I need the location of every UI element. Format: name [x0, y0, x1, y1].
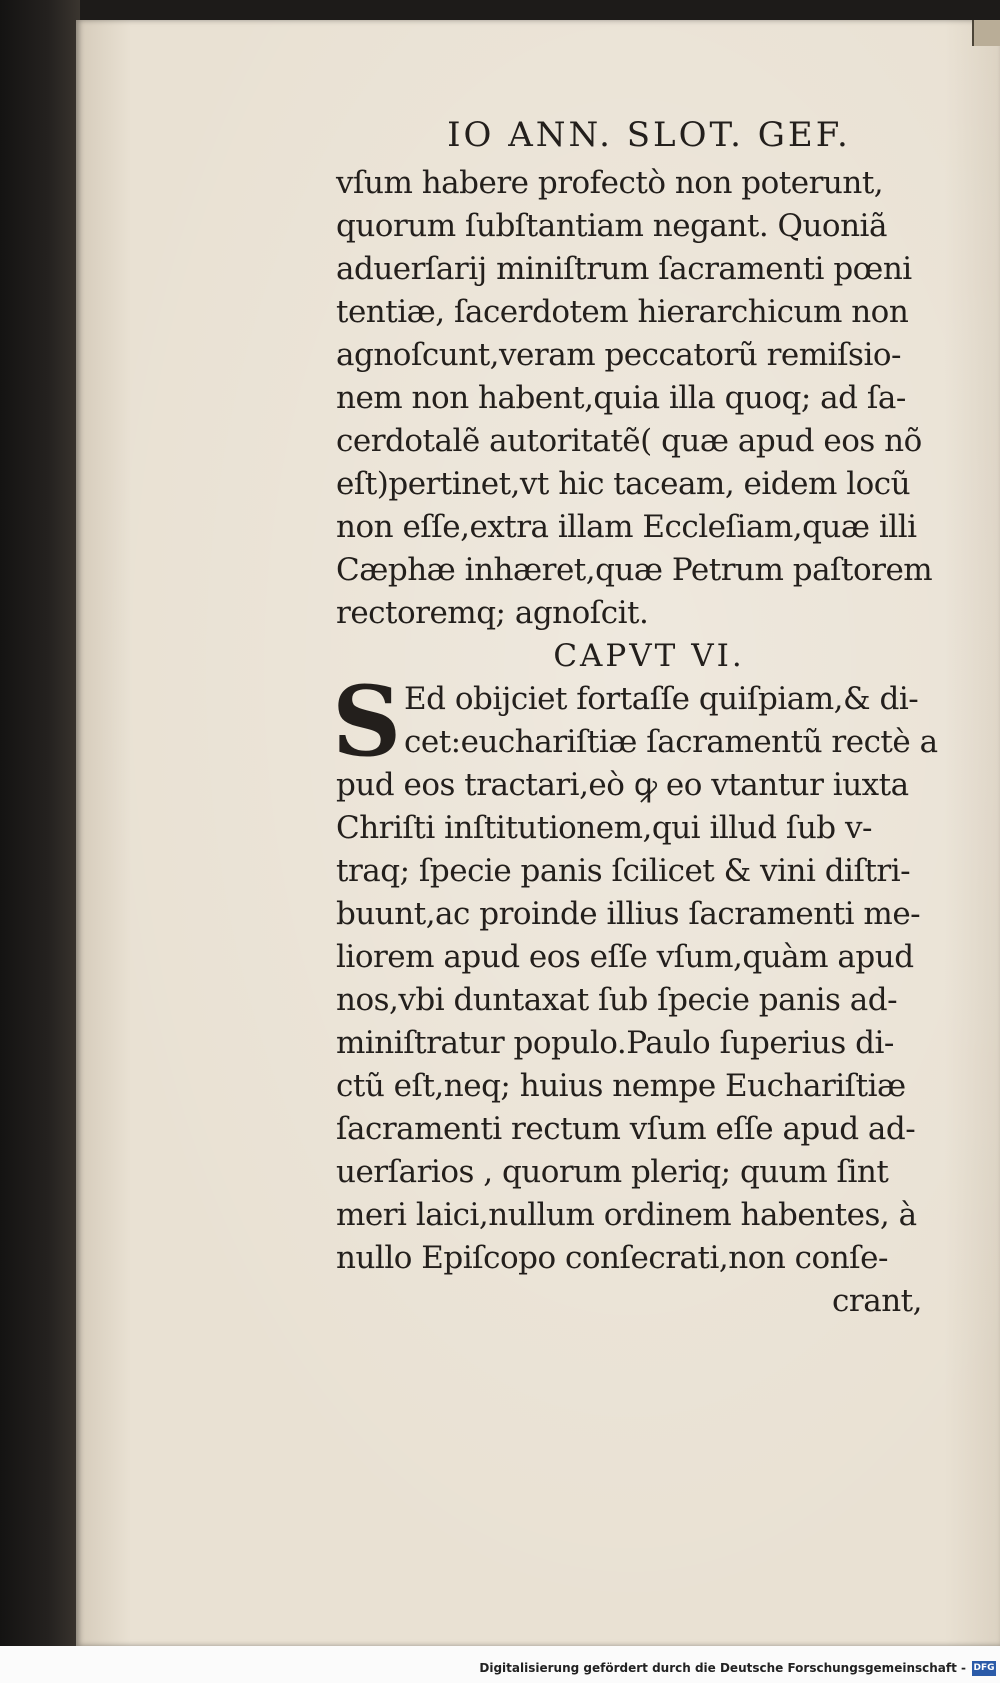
text-line: agnoſcunt,veram peccatorũ remiſsio-	[336, 337, 902, 373]
chapter-heading: CAPVT VI.	[553, 638, 745, 674]
dfg-logo-icon: DFG	[972, 1661, 996, 1676]
page-text	[332, 108, 986, 1323]
text-line: Cæphæ inhæret,quæ Petrum paſtorem	[336, 552, 933, 588]
text-line: pud eos tractari,eò ꝙ eo vtantur iuxta	[336, 767, 909, 803]
text-line: rectoremq; agnoſcit.	[336, 595, 649, 631]
text-line: uerſarios , quorum pleriq; quum ſint	[336, 1154, 889, 1190]
text-line: nullo Epiſcopo conſecrati,non conſe-	[336, 1240, 888, 1276]
text-line: Ed obijciet fortaſſe quiſpiam,& di-	[404, 681, 919, 717]
paragraph-1	[336, 162, 986, 635]
text-line: non eſſe,extra illam Eccleſiam,quæ illi	[336, 509, 917, 545]
text-line: tentiæ, ſacerdotem hierarchicum non	[336, 294, 909, 330]
text-line: meri laici,nullum ordinem habentes, à	[336, 1197, 917, 1233]
text-line: cet:euchariſtiæ ſacramentũ rectè a	[404, 724, 938, 760]
text-line: ctũ eſt,neq; huius nempe Euchariſtiæ	[336, 1068, 906, 1104]
footer-bar	[0, 1646, 1000, 1683]
drop-cap: S	[332, 665, 402, 778]
paragraph-2	[332, 665, 986, 1280]
text-line: nos,vbi duntaxat ſub ſpecie panis ad-	[336, 982, 898, 1018]
text-line: nem non habent,quia illa quoq; ad ſa-	[336, 380, 906, 416]
text-line: aduerſarij miniſtrum ſacramenti pœni	[336, 251, 912, 287]
running-head: IO ANN. SLOT. GEF.	[447, 115, 851, 155]
catchword: crant,	[832, 1283, 922, 1319]
text-line: eſt)pertinet,vt hic taceam, eidem locũ	[336, 466, 911, 502]
text-line: vſum habere profectò non poterunt,	[336, 165, 884, 201]
text-line: buunt,ac proinde illius ſacramenti me-	[336, 896, 921, 932]
text-line: ſacramenti rectum vſum eſſe apud ad-	[336, 1111, 916, 1147]
book-binding	[0, 0, 80, 1683]
text-line: cerdotalẽ autoritatẽ( quæ apud eos nõ	[336, 423, 922, 459]
text-line: liorem apud eos eſſe vſum,quàm apud	[336, 939, 914, 975]
text-line: quorum ſubſtantiam negant. Quoniã	[336, 208, 887, 244]
text-line: Chriſti inſtitutionem,qui illud ſub v-	[336, 810, 872, 846]
funding-credit: Digitalisierung gefördert durch die Deutsche Forschungsgemeinschaft -	[479, 1661, 966, 1675]
page-corner-tab	[972, 20, 1000, 46]
text-line: miniſtratur populo.Paulo ſuperius di-	[336, 1025, 894, 1061]
text-line: traq; ſpecie panis ſcilicet & vini diſtri-	[336, 853, 911, 889]
